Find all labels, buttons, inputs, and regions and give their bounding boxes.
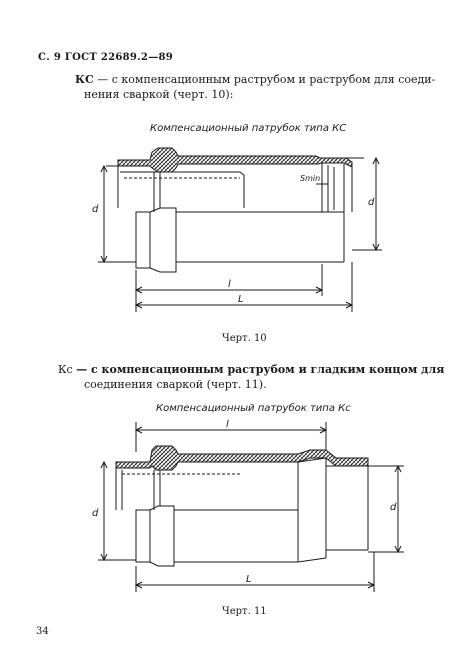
figure2-drawing <box>98 422 404 592</box>
figure1-caption: Компенсационный патрубок типа КС <box>150 123 347 134</box>
paragraph-kc2-line1 <box>58 362 444 377</box>
figure2-dim-L: L <box>246 574 252 585</box>
figure1-label: Черт. 10 <box>222 333 267 344</box>
figure1-inner-pipe <box>120 172 244 208</box>
figure1-dim-smin: Smin <box>300 174 321 183</box>
figure2-caption: Компенсационный патрубок типа Кс <box>156 403 351 414</box>
figure2-dim-d-right: d <box>390 502 397 513</box>
paragraph-kc-line2: нения сваркой (черт. 10): <box>84 88 234 101</box>
page-number: 34 <box>36 626 49 637</box>
figure1-dim-L: L <box>238 294 244 305</box>
figure1-dim-d-right: d <box>368 197 375 208</box>
figure2-pipe-body <box>136 510 150 562</box>
paragraph-kc2-text1: — с компенсационным раструбом и гладким концом для <box>76 363 445 376</box>
paragraph-kc2-line2: соединения сваркой (черт. 11). <box>84 378 267 391</box>
figure1-wall-hatch <box>118 148 352 172</box>
figure2-dim-l: l <box>226 419 229 430</box>
figure2-dim-d-left: d <box>92 508 99 519</box>
type-code-kc: КС <box>75 73 94 86</box>
figure2-label: Черт. 11 <box>222 606 267 617</box>
figure1-pipe-body <box>136 212 150 268</box>
page-header: С. 9 ГОСТ 22689.2—89 <box>38 52 174 63</box>
figure1-dim-l: l <box>228 279 231 290</box>
figure1-dim-d-left: d <box>92 204 99 215</box>
paragraph-kc-text1: — с компенсационным раструбом и раструбом для соеди- <box>97 73 436 86</box>
type-code-kc-small: Кс <box>58 363 73 376</box>
figure1-drawing <box>98 148 382 312</box>
